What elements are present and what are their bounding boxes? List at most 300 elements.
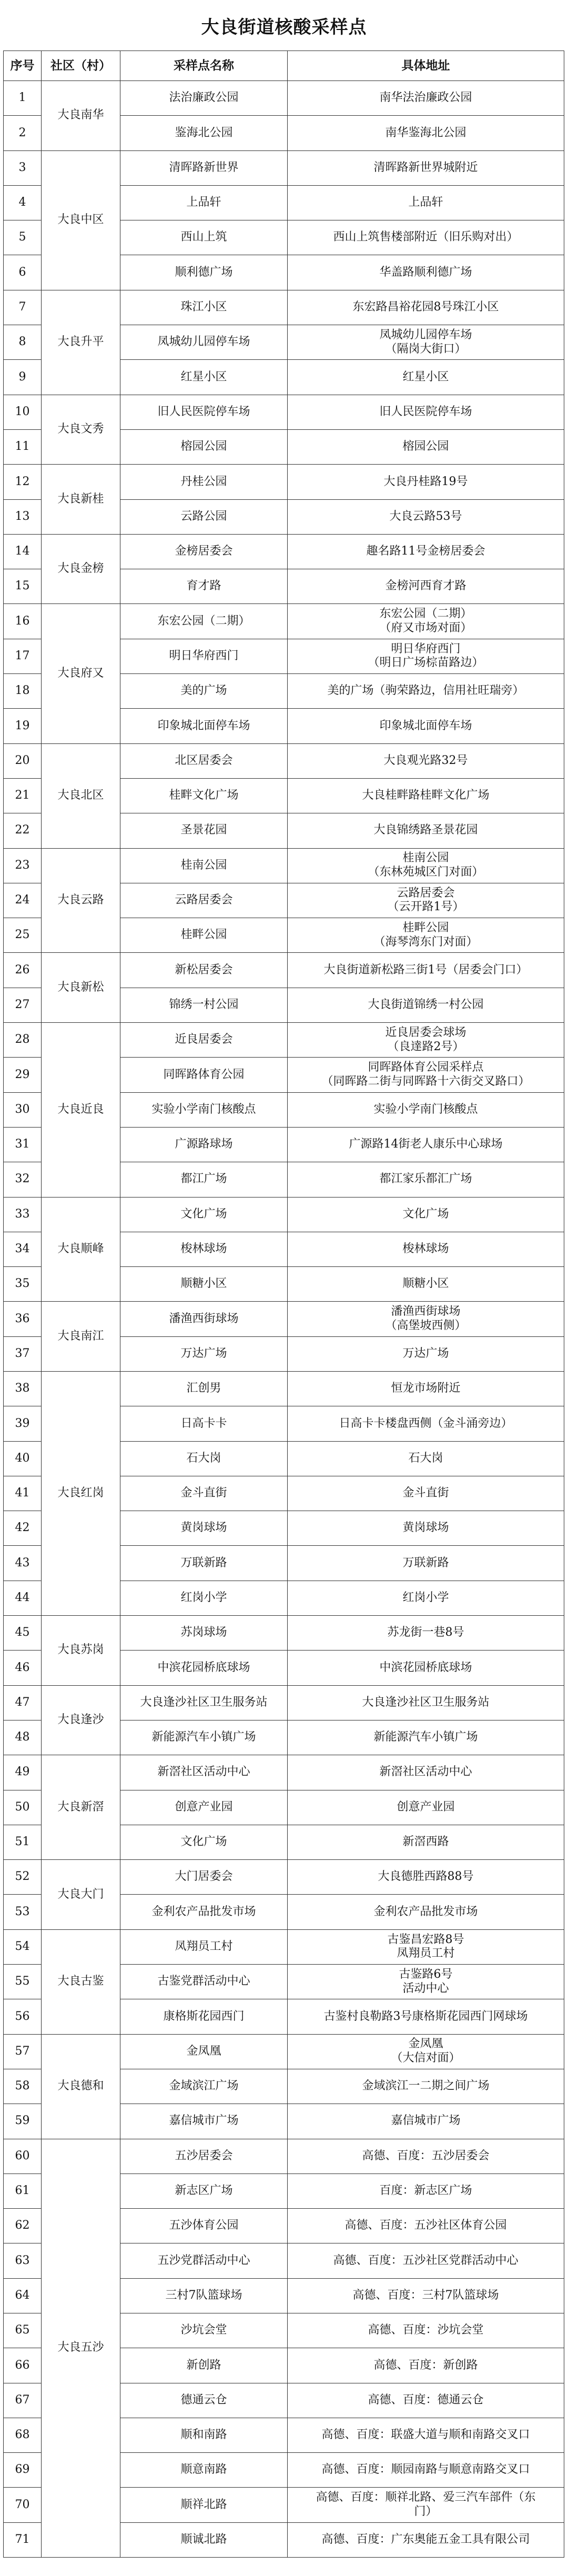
address-line: 桂畔公园 bbox=[402, 921, 449, 934]
address-line: 东宏公园（二期） bbox=[379, 607, 472, 621]
row-index: 11 bbox=[4, 429, 42, 464]
site-address bbox=[288, 255, 564, 290]
community-cell: 大良新滘 bbox=[42, 1755, 120, 1860]
site-name: 云路居委会 bbox=[120, 883, 288, 918]
row-index: 30 bbox=[4, 1092, 42, 1127]
table-row bbox=[4, 743, 564, 778]
row-index: 3 bbox=[4, 150, 42, 185]
address-line: 高德、百度：联盛大道与顺和南路交叉口 bbox=[321, 2428, 530, 2442]
site-address bbox=[288, 81, 564, 116]
site-name: 顺祥北路 bbox=[120, 2488, 288, 2522]
site-address bbox=[288, 778, 564, 813]
site-address bbox=[288, 2209, 564, 2243]
address-line: （高堡坡西侧） bbox=[385, 1319, 466, 1333]
address-line: 高德、百度：广东奥能五金工具有限公司 bbox=[321, 2533, 530, 2547]
table-row bbox=[4, 534, 564, 569]
address-line: 金利农产品批发市场 bbox=[373, 1905, 478, 1918]
community-cell: 大良升平 bbox=[42, 290, 120, 395]
site-address bbox=[288, 1755, 564, 1790]
address-line: 新滘社区活动中心 bbox=[379, 1765, 472, 1779]
site-address bbox=[288, 709, 564, 743]
address-line: 万联新路 bbox=[402, 1556, 449, 1569]
site-name: 东宏公园（二期） bbox=[120, 604, 288, 639]
community-cell: 大良新桂 bbox=[42, 465, 120, 535]
site-address bbox=[288, 2174, 564, 2208]
address-line: 中滨花园桥底球场 bbox=[379, 1661, 472, 1674]
address-line: 大良丹桂路19号 bbox=[383, 475, 468, 488]
site-address bbox=[288, 360, 564, 395]
site-name: 新能源汽车小镇广场 bbox=[120, 1720, 288, 1755]
site-name: 创意产业园 bbox=[120, 1790, 288, 1825]
site-address bbox=[288, 988, 564, 1022]
table-row bbox=[4, 2034, 564, 2069]
community-cell: 大良德和 bbox=[42, 2034, 120, 2139]
row-index: 59 bbox=[4, 2104, 42, 2139]
site-name: 金斗直街 bbox=[120, 1476, 288, 1511]
row-index: 49 bbox=[4, 1755, 42, 1790]
row-index: 22 bbox=[4, 813, 42, 848]
site-address bbox=[288, 395, 564, 429]
table-row bbox=[4, 604, 564, 639]
address-line: （同晖路二街与同晖路十六街交叉路口） bbox=[321, 1074, 530, 1088]
site-name: 文化广场 bbox=[120, 1197, 288, 1232]
site-name: 康格斯花园西门 bbox=[120, 1999, 288, 2034]
address-line: 高德、百度：顺园南路与顺意南路交叉口 bbox=[321, 2463, 530, 2477]
site-address bbox=[288, 2104, 564, 2139]
row-index: 55 bbox=[4, 1965, 42, 1999]
community-cell: 大良中区 bbox=[42, 150, 120, 290]
site-address bbox=[288, 1267, 564, 1302]
table-row bbox=[4, 953, 564, 988]
row-index: 71 bbox=[4, 2522, 42, 2557]
address-line: 云路居委会 bbox=[397, 886, 455, 900]
address-line: （良達路2号） bbox=[387, 1040, 464, 1053]
header-index: 序号 bbox=[4, 51, 42, 81]
site-address bbox=[288, 2278, 564, 2313]
address-line: 百度：新志区广场 bbox=[379, 2184, 472, 2198]
address-line: 梭林球场 bbox=[402, 1242, 449, 1256]
site-name: 清晖路新世界 bbox=[120, 150, 288, 185]
site-name: 桂畔文化广场 bbox=[120, 778, 288, 813]
site-name: 沙坑会堂 bbox=[120, 2313, 288, 2348]
community-cell: 大良顺峰 bbox=[42, 1197, 120, 1302]
row-index: 36 bbox=[4, 1302, 42, 1336]
site-name: 美的广场 bbox=[120, 674, 288, 709]
row-index: 54 bbox=[4, 1929, 42, 1964]
site-name: 新松居委会 bbox=[120, 953, 288, 988]
site-name: 锦绣一村公园 bbox=[120, 988, 288, 1022]
address-line: 黄岗球场 bbox=[402, 1521, 449, 1535]
row-index: 64 bbox=[4, 2278, 42, 2313]
community-cell: 大良南华 bbox=[42, 81, 120, 151]
site-address bbox=[288, 1999, 564, 2034]
site-address bbox=[288, 1232, 564, 1266]
site-name: 梭林球场 bbox=[120, 1232, 288, 1266]
row-index: 57 bbox=[4, 2034, 42, 2069]
row-index: 48 bbox=[4, 1720, 42, 1755]
table-row bbox=[4, 848, 564, 883]
address-line: （隔岗大街口） bbox=[385, 342, 466, 356]
site-address bbox=[288, 1406, 564, 1441]
address-line: （明日广场棕苗路边） bbox=[368, 656, 484, 670]
site-address bbox=[288, 2383, 564, 2418]
site-address bbox=[288, 1336, 564, 1371]
address-line: 苏龙街一巷8号 bbox=[387, 1626, 464, 1639]
address-line: 桂南公园 bbox=[402, 851, 449, 865]
site-name: 北区居委会 bbox=[120, 743, 288, 778]
address-line: 红星小区 bbox=[402, 370, 449, 384]
address-line: 古鉴村良勒路3号康格斯花园西门网球场 bbox=[323, 2009, 528, 2023]
row-index: 61 bbox=[4, 2174, 42, 2208]
site-address bbox=[288, 1162, 564, 1197]
row-index: 12 bbox=[4, 465, 42, 499]
address-line: 高德、百度：五沙社区体育公园 bbox=[344, 2219, 507, 2232]
row-index: 35 bbox=[4, 1267, 42, 1302]
site-name: 珠江小区 bbox=[120, 290, 288, 325]
site-name: 苏岗球场 bbox=[120, 1616, 288, 1651]
site-name: 中滨花园桥底球场 bbox=[120, 1651, 288, 1685]
row-index: 40 bbox=[4, 1441, 42, 1476]
site-name: 文化广场 bbox=[120, 1825, 288, 1859]
community-cell: 大良北区 bbox=[42, 743, 120, 848]
community-cell: 大良古鉴 bbox=[42, 1929, 120, 2034]
sampling-sites-table bbox=[3, 51, 564, 2558]
address-line: 红岗小学 bbox=[402, 1591, 449, 1604]
site-name: 日高卡卡 bbox=[120, 1406, 288, 1441]
row-index: 47 bbox=[4, 1685, 42, 1720]
site-name: 同晖路体育公园 bbox=[120, 1058, 288, 1092]
row-index: 19 bbox=[4, 709, 42, 743]
address-line: 大良锦绣路圣景花园 bbox=[373, 823, 478, 837]
address-line: 高德、百度：顺祥北路、爱三汽车部件（东 bbox=[316, 2491, 536, 2504]
address-line: （云开路1号） bbox=[387, 900, 464, 914]
site-address bbox=[288, 429, 564, 464]
row-index: 62 bbox=[4, 2209, 42, 2243]
address-line: 古鉴路6号 bbox=[399, 1967, 453, 1981]
row-index: 9 bbox=[4, 360, 42, 395]
site-name: 丹桂公园 bbox=[120, 465, 288, 499]
address-line: 顺糖小区 bbox=[402, 1277, 449, 1291]
site-address bbox=[288, 325, 564, 360]
address-line: 日高卡卡楼盘西侧（金斗涌旁边） bbox=[339, 1416, 513, 1430]
address-line: 南华鉴海北公园 bbox=[385, 126, 466, 139]
site-name: 榕园公园 bbox=[120, 429, 288, 464]
header-address: 具体地址 bbox=[288, 51, 564, 81]
site-address bbox=[288, 1546, 564, 1581]
row-index: 33 bbox=[4, 1197, 42, 1232]
community-cell: 大良逢沙 bbox=[42, 1685, 120, 1755]
site-address bbox=[288, 1197, 564, 1232]
site-address bbox=[288, 116, 564, 150]
site-name: 实验小学南门核酸点 bbox=[120, 1092, 288, 1127]
site-name: 五沙党群活动中心 bbox=[120, 2243, 288, 2278]
site-address bbox=[288, 1127, 564, 1162]
header-community: 社区（村） bbox=[42, 51, 120, 81]
site-name: 新滘社区活动中心 bbox=[120, 1755, 288, 1790]
site-address bbox=[288, 1860, 564, 1895]
address-line: 金域滨江一二期之间广场 bbox=[362, 2079, 490, 2093]
site-address bbox=[288, 1092, 564, 1127]
table-row bbox=[4, 1302, 564, 1336]
address-line: 南华法治廉政公园 bbox=[379, 91, 472, 105]
address-line: 嘉信城市广场 bbox=[391, 2114, 461, 2128]
address-line: （海琴湾东门对面） bbox=[373, 935, 478, 949]
row-index: 42 bbox=[4, 1511, 42, 1546]
row-index: 32 bbox=[4, 1162, 42, 1197]
table-row bbox=[4, 1755, 564, 1790]
address-line: 清晖路新世界城附近 bbox=[373, 160, 478, 174]
table-row bbox=[4, 1371, 564, 1406]
table-header-row bbox=[4, 51, 564, 81]
row-index: 7 bbox=[4, 290, 42, 325]
site-address bbox=[288, 2453, 564, 2488]
site-address bbox=[288, 150, 564, 185]
row-index: 45 bbox=[4, 1616, 42, 1651]
site-address bbox=[288, 2243, 564, 2278]
address-line: 东宏路昌裕花园8号珠江小区 bbox=[352, 300, 499, 314]
address-line: （东林苑城区门对面） bbox=[368, 866, 484, 879]
table-row bbox=[4, 2139, 564, 2174]
site-name: 凤翔员工村 bbox=[120, 1929, 288, 1964]
row-index: 29 bbox=[4, 1058, 42, 1092]
site-address bbox=[288, 1058, 564, 1092]
table-row bbox=[4, 290, 564, 325]
row-index: 20 bbox=[4, 743, 42, 778]
site-address bbox=[288, 185, 564, 220]
table-row bbox=[4, 1685, 564, 1720]
row-index: 4 bbox=[4, 185, 42, 220]
site-address bbox=[288, 1476, 564, 1511]
address-line: 石大岗 bbox=[408, 1451, 443, 1465]
site-name: 上品轩 bbox=[120, 185, 288, 220]
table-row bbox=[4, 1616, 564, 1651]
site-address bbox=[288, 848, 564, 883]
address-line: 新能源汽车小镇广场 bbox=[373, 1730, 478, 1744]
address-line: 西山上筑售楼部附近（旧乐购对出） bbox=[333, 230, 519, 244]
site-name: 万联新路 bbox=[120, 1546, 288, 1581]
site-name: 云路公园 bbox=[120, 499, 288, 534]
row-index: 44 bbox=[4, 1581, 42, 1615]
site-name: 桂南公园 bbox=[120, 848, 288, 883]
site-name: 圣景花园 bbox=[120, 813, 288, 848]
row-index: 60 bbox=[4, 2139, 42, 2174]
address-line: 凤城幼儿园停车场 bbox=[379, 328, 472, 341]
site-address bbox=[288, 569, 564, 604]
community-cell: 大良大门 bbox=[42, 1860, 120, 1930]
row-index: 21 bbox=[4, 778, 42, 813]
row-index: 8 bbox=[4, 325, 42, 360]
site-name: 都江广场 bbox=[120, 1162, 288, 1197]
site-name: 西山上筑 bbox=[120, 220, 288, 255]
row-index: 51 bbox=[4, 1825, 42, 1859]
table-row bbox=[4, 395, 564, 429]
address-line: 金凤凰 bbox=[408, 2037, 443, 2051]
site-address bbox=[288, 1790, 564, 1825]
site-address bbox=[288, 2418, 564, 2452]
row-index: 41 bbox=[4, 1476, 42, 1511]
row-index: 31 bbox=[4, 1127, 42, 1162]
site-name: 金域滨江广场 bbox=[120, 2069, 288, 2104]
site-name: 金榜居委会 bbox=[120, 534, 288, 569]
address-line: 高德、百度：五沙居委会 bbox=[362, 2149, 490, 2162]
address-line: 印象城北面停车场 bbox=[379, 719, 472, 732]
site-address bbox=[288, 1023, 564, 1058]
site-name: 汇创男 bbox=[120, 1371, 288, 1406]
community-cell: 大良南江 bbox=[42, 1302, 120, 1372]
site-address bbox=[288, 1685, 564, 1720]
row-index: 5 bbox=[4, 220, 42, 255]
address-line: 榕园公园 bbox=[402, 440, 449, 454]
page-title: 大良街道核酸采样点 bbox=[201, 16, 367, 38]
row-index: 65 bbox=[4, 2313, 42, 2348]
site-name: 万达广场 bbox=[120, 1336, 288, 1371]
address-line: 恒龙市场附近 bbox=[391, 1382, 461, 1395]
header-site-name: 采样点名称 bbox=[120, 51, 288, 81]
address-line: 创意产业园 bbox=[397, 1800, 455, 1814]
row-index: 16 bbox=[4, 604, 42, 639]
address-line: 大良桂畔路桂畔文化广场 bbox=[362, 789, 490, 802]
row-index: 70 bbox=[4, 2488, 42, 2522]
row-index: 38 bbox=[4, 1371, 42, 1406]
row-index: 68 bbox=[4, 2418, 42, 2452]
address-line: 旧人民医院停车场 bbox=[379, 405, 472, 418]
site-name: 黄岗球场 bbox=[120, 1511, 288, 1546]
row-index: 10 bbox=[4, 395, 42, 429]
site-name: 潘渔西街球场 bbox=[120, 1302, 288, 1336]
address-line: 凤翔员工村 bbox=[397, 1947, 455, 1960]
table-row bbox=[4, 81, 564, 116]
community-cell: 大良新松 bbox=[42, 953, 120, 1023]
row-index: 67 bbox=[4, 2383, 42, 2418]
row-index: 43 bbox=[4, 1546, 42, 1581]
row-index: 46 bbox=[4, 1651, 42, 1685]
row-index: 18 bbox=[4, 674, 42, 709]
site-name: 嘉信城市广场 bbox=[120, 2104, 288, 2139]
address-line: 大良云路53号 bbox=[389, 509, 462, 523]
row-index: 1 bbox=[4, 81, 42, 116]
site-name: 顺利德广场 bbox=[120, 255, 288, 290]
address-line: 上品轩 bbox=[408, 196, 443, 209]
address-line: 门） bbox=[414, 2505, 438, 2519]
address-line: （大信对面） bbox=[391, 2051, 461, 2065]
address-line: 大良观光路32号 bbox=[383, 753, 468, 767]
site-name: 大良逢沙社区卫生服务站 bbox=[120, 1685, 288, 1720]
site-address bbox=[288, 743, 564, 778]
site-name: 五沙居委会 bbox=[120, 2139, 288, 2174]
row-index: 24 bbox=[4, 883, 42, 918]
site-address bbox=[288, 2522, 564, 2557]
site-name: 顺诚北路 bbox=[120, 2522, 288, 2557]
address-line: 万达广场 bbox=[402, 1346, 449, 1360]
site-address bbox=[288, 918, 564, 953]
site-address bbox=[288, 2034, 564, 2069]
community-cell: 大良红岗 bbox=[42, 1371, 120, 1615]
site-address bbox=[288, 290, 564, 325]
site-name: 凤城幼儿园停车场 bbox=[120, 325, 288, 360]
address-line: 大良逢沙社区卫生服务站 bbox=[362, 1695, 490, 1709]
table-row bbox=[4, 1929, 564, 1964]
site-address bbox=[288, 1651, 564, 1685]
site-address bbox=[288, 1616, 564, 1651]
row-index: 39 bbox=[4, 1406, 42, 1441]
row-index: 50 bbox=[4, 1790, 42, 1825]
row-index: 58 bbox=[4, 2069, 42, 2104]
row-index: 27 bbox=[4, 988, 42, 1022]
address-line: 都江家乐都汇广场 bbox=[379, 1172, 472, 1186]
site-address bbox=[288, 465, 564, 499]
row-index: 14 bbox=[4, 534, 42, 569]
address-line: 新滘西路 bbox=[402, 1835, 449, 1849]
address-line: 活动中心 bbox=[402, 1981, 449, 1995]
site-address bbox=[288, 1929, 564, 1964]
site-name: 金凤凰 bbox=[120, 2034, 288, 2069]
community-cell: 大良五沙 bbox=[42, 2139, 120, 2558]
site-address bbox=[288, 2313, 564, 2348]
community-cell: 大良府又 bbox=[42, 604, 120, 743]
site-name: 新创路 bbox=[120, 2348, 288, 2383]
community-cell: 大良苏岗 bbox=[42, 1616, 120, 1686]
row-index: 26 bbox=[4, 953, 42, 988]
site-address bbox=[288, 2139, 564, 2174]
site-address bbox=[288, 2348, 564, 2383]
address-line: 近良居委会球场 bbox=[385, 1025, 466, 1039]
row-index: 23 bbox=[4, 848, 42, 883]
address-line: 高德、百度：新创路 bbox=[373, 2358, 478, 2372]
site-name: 三村7队篮球场 bbox=[120, 2278, 288, 2313]
address-line: 华盖路顺利德广场 bbox=[379, 265, 472, 279]
address-line: 高德、百度：五沙社区党群活动中心 bbox=[333, 2253, 519, 2267]
site-address bbox=[288, 813, 564, 848]
address-line: 大良德胜西路88号 bbox=[378, 1870, 474, 1884]
address-line: 明日华府西门 bbox=[391, 642, 461, 656]
address-line: 潘渔西街球场 bbox=[391, 1305, 461, 1319]
row-index: 28 bbox=[4, 1023, 42, 1058]
address-line: 文化广场 bbox=[402, 1207, 449, 1221]
address-line: 同晖路体育公园采样点 bbox=[368, 1061, 484, 1074]
site-name: 古鉴党群活动中心 bbox=[120, 1965, 288, 1999]
site-name: 明日华府西门 bbox=[120, 639, 288, 673]
site-name: 桂畔公园 bbox=[120, 918, 288, 953]
table-row bbox=[4, 150, 564, 185]
site-name: 顺意南路 bbox=[120, 2453, 288, 2488]
row-index: 2 bbox=[4, 116, 42, 150]
address-line: 高德、百度：三村7队篮球场 bbox=[352, 2288, 499, 2302]
community-cell: 大良云路 bbox=[42, 848, 120, 953]
row-index: 37 bbox=[4, 1336, 42, 1371]
site-address bbox=[288, 953, 564, 988]
site-name: 五沙体育公园 bbox=[120, 2209, 288, 2243]
row-index: 52 bbox=[4, 1860, 42, 1895]
site-name: 鉴海北公园 bbox=[120, 116, 288, 150]
community-cell: 大良近良 bbox=[42, 1023, 120, 1197]
address-line: 金斗直街 bbox=[402, 1486, 449, 1500]
community-cell: 大良文秀 bbox=[42, 395, 120, 465]
table-row bbox=[4, 1023, 564, 1058]
address-line: （府又市场对面） bbox=[379, 621, 472, 635]
site-name: 近良居委会 bbox=[120, 1023, 288, 1058]
row-index: 56 bbox=[4, 1999, 42, 2034]
site-address bbox=[288, 604, 564, 639]
address-line: 大良街道锦绣一村公园 bbox=[368, 998, 484, 1011]
row-index: 17 bbox=[4, 639, 42, 673]
site-name: 德通云仓 bbox=[120, 2383, 288, 2418]
row-index: 13 bbox=[4, 499, 42, 534]
address-line: 实验小学南门核酸点 bbox=[373, 1102, 478, 1116]
address-line: 大良街道新松路三街1号（居委会门口） bbox=[323, 963, 528, 977]
site-address bbox=[288, 674, 564, 709]
site-address bbox=[288, 1302, 564, 1336]
address-line: 趣名路11号金榜居委会 bbox=[366, 545, 485, 558]
